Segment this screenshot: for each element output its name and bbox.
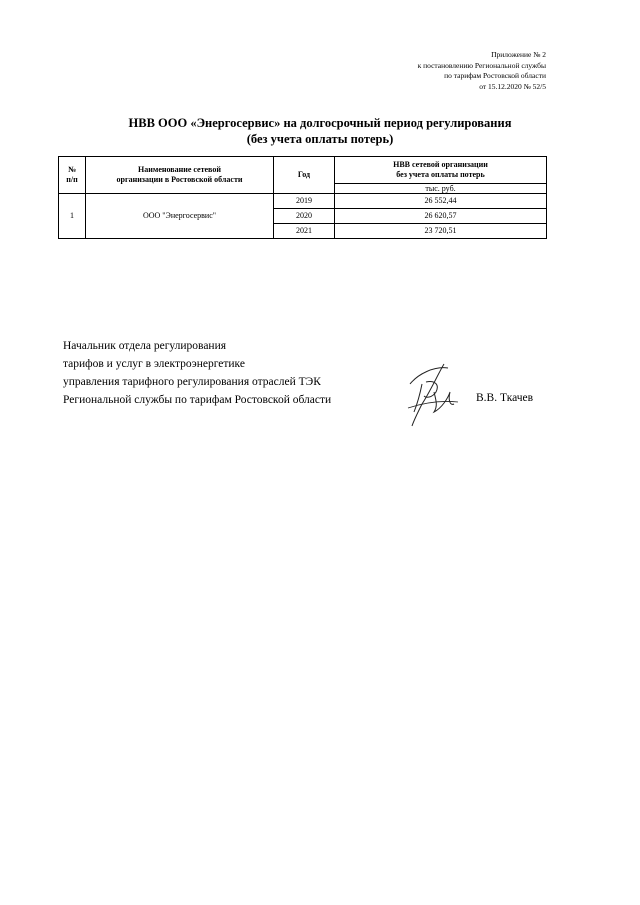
row-value: 26 620,57 (335, 209, 547, 224)
appendix-line: к постановлению Региональной службы (417, 60, 546, 70)
title-line: (без учета оплаты потерь) (246, 132, 394, 146)
title-line: НВВ ООО «Энергосервис» на долгосрочный период регулирования (128, 116, 512, 130)
document-title (0, 115, 640, 147)
header-nvv: НВВ сетевой организации без учета оплаты потерь (335, 157, 547, 184)
signer-name: В.В. Ткачев (476, 392, 534, 404)
appendix-note (418, 50, 546, 92)
position-line: тарифов и услуг в электроэнергетике (63, 358, 245, 370)
appendix-line: от 15.12.2020 № 52/5 (479, 81, 546, 91)
position-line: Начальник отдела регулирования (63, 340, 227, 352)
header-number: № п/п (59, 157, 86, 194)
table-row (59, 194, 547, 209)
signature-block (63, 337, 331, 409)
handwritten-signature (404, 362, 462, 428)
appendix-line: Приложение № 2 (491, 50, 546, 59)
position-line: управления тарифного регулирования отраслей ТЭК (63, 376, 321, 388)
row-number: 1 (59, 194, 86, 239)
row-year: 2019 (274, 194, 335, 209)
row-org-name: ООО "Энергосервис" (86, 194, 274, 239)
nvv-table (58, 156, 547, 239)
row-value: 26 552,44 (335, 194, 547, 209)
position-line: Региональной службы по тарифам Ростовской области (63, 394, 332, 406)
header-org-name: Наименование сетевой организации в Ростовской области (86, 157, 274, 194)
header-year: Год (274, 157, 335, 194)
row-value: 23 720,51 (335, 224, 547, 239)
table-header-row (59, 157, 547, 184)
row-year: 2021 (274, 224, 335, 239)
row-year: 2020 (274, 209, 335, 224)
appendix-line: по тарифам Ростовской области (444, 71, 546, 80)
header-unit: тыс. руб. (335, 183, 547, 193)
